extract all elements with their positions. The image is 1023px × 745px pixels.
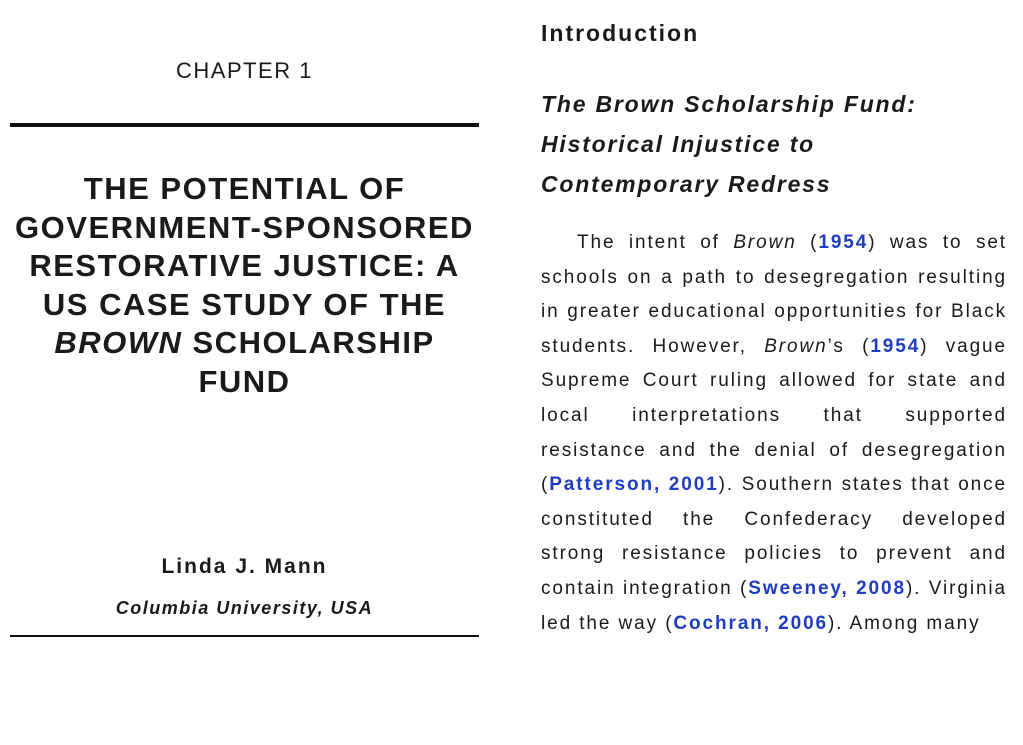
paragraph-text: ). Southern states that once constituted the Confederacy developed strong resistance policies to prevent and contain integration ( [541,474,1007,599]
paragraph-text: ). Virginia led the way ( [541,577,1007,634]
title-top-rule [10,123,479,127]
section-subtitle [541,84,917,204]
subtitle-line-2: Historical Injustice to [541,131,816,157]
chapter-title [10,170,479,401]
paragraph-text: ’s ( [827,335,871,357]
paragraph-text: ) vague Supreme Court ruling allowed for state and local interpretations that supported resistance and the denial of desegregation ( [541,335,1007,496]
citation-link-sweeney[interactable]: Sweeney, 2008 [748,577,906,599]
case-name-italic: Brown [733,232,797,253]
subtitle-line-3: Contemporary Redress [541,171,832,197]
case-name-italic: Brown [764,335,828,357]
author-affiliation: Columbia University, USA [115,598,374,618]
chapter-title-text: THE POTENTIAL OF GOVERNMENT-SPONSORED RESTORATIVE JUSTICE: A US CASE STUDY OF THE [15,171,474,322]
chapter-title-text-end: SCHOLARSHIP FUND [182,325,435,399]
subtitle-line-1: The Brown Scholarship Fund: [541,91,917,117]
citation-link-1954[interactable]: 1954 [870,335,921,357]
paragraph-text: ). Among many [828,612,981,634]
citation-link-cochran[interactable]: Cochran, 2006 [673,612,829,634]
section-heading: Introduction [541,20,700,46]
paragraph-text: The intent of [577,232,734,253]
title-bottom-rule [10,635,479,637]
citation-link-patterson[interactable]: Patterson, 2001 [549,474,719,496]
citation-link-1954[interactable]: 1954 [818,232,869,253]
paragraph-text: ) was to set schools on a path to desegregation resulting in greater educational opportunities for Black students. However, [541,232,1007,357]
chapter-label: CHAPTER 1 [176,58,313,83]
chapter-title-italic: BROWN [54,325,183,360]
author-name: Linda J. Mann [161,555,328,578]
paragraph-text: ( [796,232,819,253]
body-paragraph [541,226,1007,641]
